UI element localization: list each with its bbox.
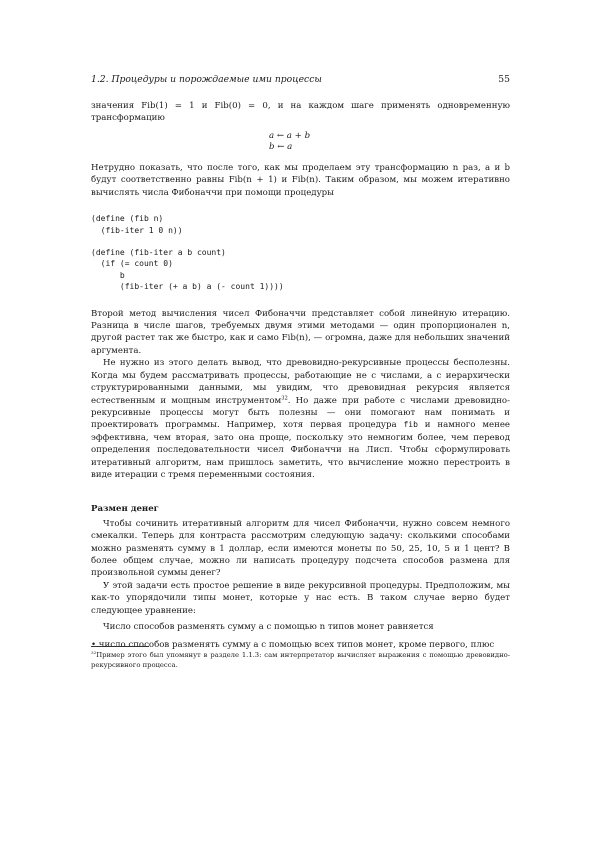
paragraph: Число способов разменять сумму a с помощью n типов монет равняется (103, 622, 434, 632)
inline-code: fib (403, 420, 418, 430)
footnote-mark: 32 (91, 650, 97, 656)
footnote-mark: 32 (281, 394, 288, 401)
paragraph: Второй метод вычисления чисел Фибоначчи представляет собой линейную итерацию. Разница в числе шагов, требуемых двумя этими методами — один пропорционален n, другой растет так же быстро, как и само Fib(n), — огромна, даже для небольших значений аргумента. (91, 308, 510, 356)
formula-block (269, 131, 510, 154)
running-header: 1.2. Процедуры и порождаемые ими процессы (91, 74, 322, 85)
formula-line: a ← a + b (269, 130, 311, 141)
formula-line: b ← a (269, 142, 293, 153)
paragraph: У этой задачи есть простое решение в виде рекурсивной процедуры. Предположим, мы как-то упорядочили типы монет, которые у нас есть. В таком случае верно будет следующее уравнение: (91, 580, 510, 616)
paragraph (91, 357, 510, 481)
footnote-rule (91, 646, 149, 647)
footnote (91, 651, 510, 670)
text-run: Не нужно из этого делать вывод, что древовидно-рекурсивные процессы бесполезны. Когда мы будем рассматривать процессы, работающие не с числами, а с иерархически структурированными данными, мы увидим, что древовидная рекурсия является естественным и мощным инструментом (91, 358, 510, 406)
code-block-fib: (define (fib n) (fib-iter 1 0 n)) (91, 214, 183, 235)
page-number: 55 (498, 74, 510, 85)
section-heading: Размен денег (91, 504, 159, 515)
code-block-fib-iter: (define (fib-iter a b count) (if (= count 0) b (fib-iter (+ a b) a (- count 1)))) (91, 248, 284, 292)
paragraph: Чтобы сочинить итеративный алгоритм для чисел Фибоначчи, нужно совсем немного смекалки. Теперь для контраста рассмотрим следующую задачу: сколькими способами можно разменять сумму в 1 доллар, если имеются монеты по 50, 25, 10, 5 и 1 цент? В более общем случае, можно ли написать процедуру подсчета способов размена для произвольной суммы денег? (91, 518, 510, 579)
text-run: . Но даже при работе с числами древовидно-рекурсивные процессы могут быть полезны — они помогают нам понимать и проектировать программы. Например, хотя первая процедура (91, 395, 510, 431)
bullet-item: • число способов разменять сумму a с помощью всех типов монет, кроме первого, плюс (91, 640, 495, 651)
paragraph: значения Fib(1) = 1 и Fib(0) = 0, и на каждом шаге применять одновременную трансформацию (91, 101, 510, 124)
text-run: и намного менее эффективна, чем вторая, зато она проще, поскольку это немногим более, чем перевод определения последовательности чисел Фибоначчи на Лисп. Чтобы сформулировать итеративный алгоритм, нам пришлось заметить, что вычисление можно перестроить в виде итерации с тремя переменными состояния. (91, 420, 510, 480)
footnote-text: Пример этого был упомянут в разделе 1.1.3: сам интерпретатор вычисляет выражения с помощью древовидно-рекурсивного процесса. (91, 651, 510, 669)
paragraph: Нетрудно показать, что после того, как мы проделаем эту трансформацию n раз, a и b будут соответственно равны Fib(n + 1) и Fib(n). Таким образом, мы можем итеративно вычислять числа Фибоначчи при помощи процедуры (91, 163, 510, 198)
page-body (91, 100, 510, 652)
